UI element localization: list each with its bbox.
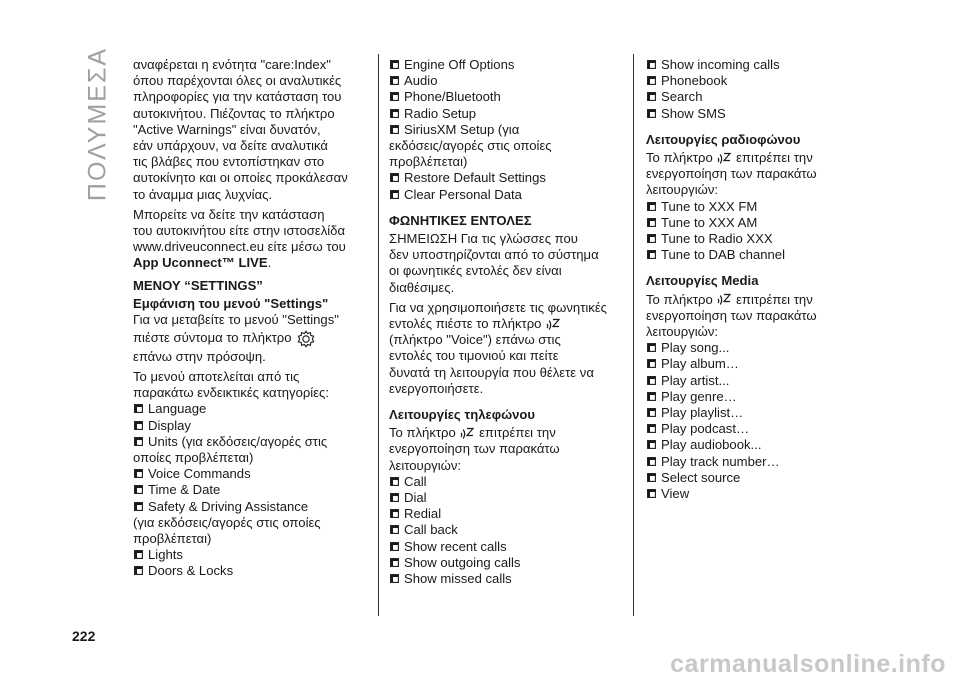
- text-line: δεν υποστηρίζονται από το σύστημα: [389, 247, 599, 263]
- list-item: [389, 571, 624, 587]
- text-line: διαθέσιμες.: [389, 279, 455, 295]
- list-item: [646, 57, 876, 73]
- list-item: [646, 231, 876, 247]
- list-item: [646, 215, 876, 231]
- text-line: αναφέρεται η ενότητα "care:Index": [133, 57, 331, 72]
- list-item-label: Show outgoing calls: [404, 554, 521, 570]
- list-item-label: Dial: [404, 490, 427, 506]
- list-item: [389, 522, 624, 538]
- text-line: οι φωνητικές εντολές δεν είναι: [389, 263, 562, 279]
- radio-function-list: [646, 199, 876, 264]
- list-item: [133, 563, 363, 579]
- checkbox-bullet-icon: [134, 485, 143, 494]
- list-item-continuation: οποίες προβλέπεται): [133, 450, 254, 466]
- list-item: [389, 106, 624, 122]
- text-line: δυνατά τη λειτουργία που θέλετε να: [389, 364, 594, 380]
- media-function-list: [646, 340, 876, 502]
- media-intro: Το πλήκτρο επιτρέπει την: [646, 291, 813, 307]
- list-item-label: Play podcast…: [661, 421, 750, 437]
- text-line: ενεργοποίηση των παρακάτω: [646, 307, 817, 323]
- list-item-label: Audio: [404, 73, 438, 89]
- phone-function-list-cont: [646, 57, 876, 122]
- list-item-label: Search: [661, 89, 703, 105]
- checkbox-bullet-icon: [647, 376, 656, 385]
- list-item-continuation: προβλέπεται): [389, 154, 468, 170]
- list-item: [389, 474, 624, 490]
- list-item-label: Show missed calls: [404, 571, 512, 587]
- list-item-label: Select source: [661, 469, 741, 485]
- list-item-label: Tune to XXX AM: [661, 214, 758, 230]
- list-item: [646, 373, 876, 389]
- list-item: [389, 57, 624, 73]
- checkbox-bullet-icon: [647, 457, 656, 466]
- text-line: εάν υπάρχουν, να δείτε αναλυτικά: [133, 138, 328, 154]
- checkbox-bullet-icon: [390, 509, 399, 518]
- list-item-label: Units (για εκδόσεις/αγορές στις: [148, 433, 328, 449]
- checkbox-bullet-icon: [647, 250, 656, 259]
- text-line: (πλήκτρο "Voice") επάνω στις: [389, 332, 561, 348]
- list-item-label: Show SMS: [661, 105, 726, 121]
- checkbox-bullet-icon: [647, 343, 656, 352]
- checkbox-bullet-icon: [390, 542, 399, 551]
- watermark: carmanualsonline.info: [670, 650, 946, 678]
- list-item: [389, 506, 624, 522]
- list-item-label: Play genre…: [661, 388, 737, 404]
- list-item-label: Safety & Driving Assistance: [148, 498, 309, 514]
- text-line: πληροφορίες για την κατάσταση του: [133, 89, 342, 105]
- list-item: [646, 405, 876, 421]
- text-line: www.driveuconnect.eu είτε μέσω του: [133, 239, 346, 255]
- list-item-label: Radio Setup: [404, 105, 477, 121]
- section-tab: [78, 46, 118, 202]
- phone-intro: Το πλήκτρο επιτρέπει την: [389, 425, 556, 441]
- phone-function-list: [389, 474, 624, 587]
- list-item: [389, 539, 624, 555]
- list-item-label: Doors & Locks: [148, 563, 234, 579]
- settings-menu-subheading: Εμφάνιση του μενού "Settings": [133, 295, 329, 311]
- voice-button-icon: [716, 152, 732, 166]
- checkbox-bullet-icon: [647, 489, 656, 498]
- list-item-label: Voice Commands: [148, 466, 251, 482]
- list-item-label: Show incoming calls: [661, 57, 780, 72]
- list-item-label: Play audiobook...: [661, 437, 762, 453]
- list-item: [646, 437, 876, 453]
- voice-commands-heading: ΦΩΝΗΤΙΚΕΣ ΕΝΤΟΛΕΣ: [389, 212, 532, 228]
- list-item: [646, 89, 876, 105]
- list-item: [646, 486, 876, 502]
- list-item: [646, 470, 876, 486]
- list-item-label: Tune to Radio XXX: [661, 231, 773, 247]
- settings-gear-icon: [295, 329, 317, 349]
- menu-line-with-icon: πιέστε σύντομα το πλήκτρο: [133, 328, 363, 349]
- list-item: [646, 454, 876, 470]
- settings-menu-heading: ΜΕΝΟΥ “SETTINGS”: [133, 277, 263, 293]
- list-item: [389, 555, 624, 571]
- checkbox-bullet-icon: [647, 234, 656, 243]
- checkbox-bullet-icon: [647, 359, 656, 368]
- list-item: [389, 490, 624, 506]
- text-line: του αυτοκινήτου είτε στην ιστοσελίδα: [133, 223, 346, 239]
- list-item: [389, 122, 624, 138]
- checkbox-bullet-icon: [134, 421, 143, 430]
- list-item: [133, 482, 363, 498]
- checkbox-bullet-icon: [647, 218, 656, 227]
- radio-functions-heading: Λειτουργίες ραδιοφώνου: [646, 131, 801, 147]
- checkbox-bullet-icon: [647, 109, 656, 118]
- checkbox-bullet-icon: [390, 477, 399, 486]
- checkbox-bullet-icon: [390, 493, 399, 502]
- list-item-label: Play track number…: [661, 453, 780, 469]
- checkbox-bullet-icon: [390, 92, 399, 101]
- text-line: Μπορείτε να δείτε την κατάσταση: [133, 206, 325, 222]
- checkbox-bullet-icon: [134, 550, 143, 559]
- checkbox-bullet-icon: [390, 525, 399, 534]
- text-line: παρακάτω ενδεικτικές κατηγορίες:: [133, 385, 330, 401]
- list-item-label: Tune to XXX FM: [661, 198, 758, 214]
- list-item: [133, 418, 363, 434]
- text-line: τις βλάβες που εντοπίστηκαν στο: [133, 154, 325, 170]
- list-item-label: Display: [148, 417, 191, 433]
- list-item-label: Show recent calls: [404, 538, 507, 554]
- list-item: [389, 170, 624, 186]
- checkbox-bullet-icon: [390, 125, 399, 134]
- checkbox-bullet-icon: [390, 190, 399, 199]
- website-paragraph: Μπορείτε να δείτε την κατάσταση του αυτοκινήτου είτε στην ιστοσελίδα www.driveuconnect.eu είτε μέσω του App Uconnect™ LIVE.: [133, 207, 363, 272]
- text-line: λειτουργιών:: [646, 182, 719, 198]
- checkbox-bullet-icon: [647, 473, 656, 482]
- checkbox-bullet-icon: [647, 408, 656, 417]
- text-line: αυτοκινήτου. Πιέζοντας το πλήκτρο: [133, 105, 335, 121]
- list-item: [646, 356, 876, 372]
- list-item: [646, 199, 876, 215]
- checkbox-bullet-icon: [647, 76, 656, 85]
- section-tab-label: ΠΟΛΥΜΕΣΑ: [83, 46, 112, 202]
- text-line: λειτουργιών:: [389, 457, 462, 473]
- list-item-label: Play song...: [661, 340, 730, 356]
- checkbox-bullet-icon: [134, 437, 143, 446]
- checkbox-bullet-icon: [390, 76, 399, 85]
- text-line: ΣΗΜΕΙΩΣΗ Για τις γλώσσες που: [389, 231, 578, 247]
- usage-paragraph: Για να χρησιμοποιήσετε τις φωνητικές εντολές πιέστε το πλήκτρο (πλήκτρο "Voice") επάνω στις εντολές του τιμονιού και πείτε δυνατά τη λειτουργία που θέλετε να ενεργοποιήσετε.: [389, 300, 624, 397]
- app-name: App Uconnect™ LIVE: [133, 255, 268, 271]
- list-item: [133, 499, 363, 515]
- list-item: [133, 547, 363, 563]
- text-line: ενεργοποίηση των παρακάτω: [389, 441, 560, 457]
- text-line: όπου παρέχονται όλες οι αναλυτικές: [133, 73, 342, 89]
- list-item-label: Play album…: [661, 356, 739, 372]
- checkbox-bullet-icon: [647, 202, 656, 211]
- list-item-label: Phone/Bluetooth: [404, 89, 501, 105]
- list-item: [389, 89, 624, 105]
- list-item-continuation: (για εκδόσεις/αγορές στις οποίες: [133, 514, 321, 530]
- list-item-label: SiriusXM Setup (για: [404, 121, 520, 137]
- checkbox-bullet-icon: [647, 440, 656, 449]
- settings-category-list-cont: [389, 57, 624, 203]
- checkbox-bullet-icon: [134, 469, 143, 478]
- column-divider: [633, 54, 634, 616]
- list-item: [389, 73, 624, 89]
- text-line: Το μενού αποτελείται από τις: [133, 369, 300, 384]
- column-1: [133, 57, 363, 580]
- list-item-continuation: εκδόσεις/αγορές στις οποίες: [389, 138, 552, 154]
- checkbox-bullet-icon: [647, 392, 656, 401]
- checkbox-bullet-icon: [647, 424, 656, 433]
- list-item-label: Call back: [404, 522, 458, 538]
- column-2: [389, 57, 624, 587]
- menu-line: επάνω στην πρόσοψη.: [133, 348, 266, 364]
- checkbox-bullet-icon: [134, 502, 143, 511]
- list-item: [646, 340, 876, 356]
- list-item: [133, 434, 363, 450]
- voice-button-icon: [716, 293, 732, 307]
- voice-button-icon: [459, 427, 475, 441]
- checkbox-bullet-icon: [647, 92, 656, 101]
- column-divider: [378, 54, 379, 616]
- list-item-label: Clear Personal Data: [404, 186, 522, 202]
- categories-intro: [133, 369, 363, 401]
- text-line: ενεργοποιήσετε.: [389, 380, 484, 396]
- list-item-label: Play artist...: [661, 372, 730, 388]
- text-line: το άναμμα μιας λυχνίας.: [133, 186, 273, 202]
- intro-paragraph: [133, 57, 363, 203]
- list-item-label: Tune to DAB channel: [661, 247, 785, 263]
- list-item-label: Time & Date: [148, 482, 221, 498]
- checkbox-bullet-icon: [390, 109, 399, 118]
- list-item-label: Redial: [404, 506, 442, 522]
- list-item: [389, 187, 624, 203]
- list-item-label: Lights: [148, 547, 183, 563]
- list-item: [646, 421, 876, 437]
- page-number: 222: [72, 628, 96, 644]
- checkbox-bullet-icon: [134, 566, 143, 575]
- text-line: ενεργοποίηση των παρακάτω: [646, 166, 817, 182]
- list-item: [646, 106, 876, 122]
- list-item-label: Play playlist…: [661, 405, 744, 421]
- menu-line: Για να μεταβείτε το μενού "Settings": [133, 312, 339, 328]
- checkbox-bullet-icon: [134, 404, 143, 413]
- list-item: [646, 247, 876, 263]
- text-line: λειτουργιών:: [646, 324, 719, 340]
- phone-functions-heading: Λειτουργίες τηλεφώνου: [389, 407, 536, 423]
- note-paragraph: [389, 231, 624, 296]
- checkbox-bullet-icon: [390, 558, 399, 567]
- checkbox-bullet-icon: [647, 60, 656, 69]
- list-item: [133, 401, 363, 417]
- list-item-label: Call: [404, 473, 427, 489]
- text-line: αυτοκίνητο και οι οποίες προκάλεσαν: [133, 170, 348, 186]
- list-item-label: Phonebook: [661, 73, 728, 89]
- list-item-label: Restore Default Settings: [404, 170, 546, 186]
- list-item-label: View: [661, 486, 690, 502]
- text-line: "Active Warnings" είναι δυνατόν,: [133, 121, 321, 137]
- checkbox-bullet-icon: [390, 173, 399, 182]
- settings-category-list: [133, 401, 363, 579]
- checkbox-bullet-icon: [390, 60, 399, 69]
- list-item-label: Engine Off Options: [404, 57, 515, 72]
- radio-intro: Το πλήκτρο επιτρέπει την: [646, 150, 813, 166]
- checkbox-bullet-icon: [390, 574, 399, 583]
- list-item: [133, 466, 363, 482]
- list-item-continuation: προβλέπεται): [133, 531, 212, 547]
- list-item: [646, 389, 876, 405]
- media-functions-heading: Λειτουργίες Media: [646, 273, 759, 289]
- voice-button-icon: [545, 318, 561, 332]
- text-line: εντολές του τιμονιού και πείτε: [389, 348, 559, 364]
- column-3: [646, 57, 876, 502]
- list-item-label: Language: [148, 401, 207, 417]
- list-item: [646, 73, 876, 89]
